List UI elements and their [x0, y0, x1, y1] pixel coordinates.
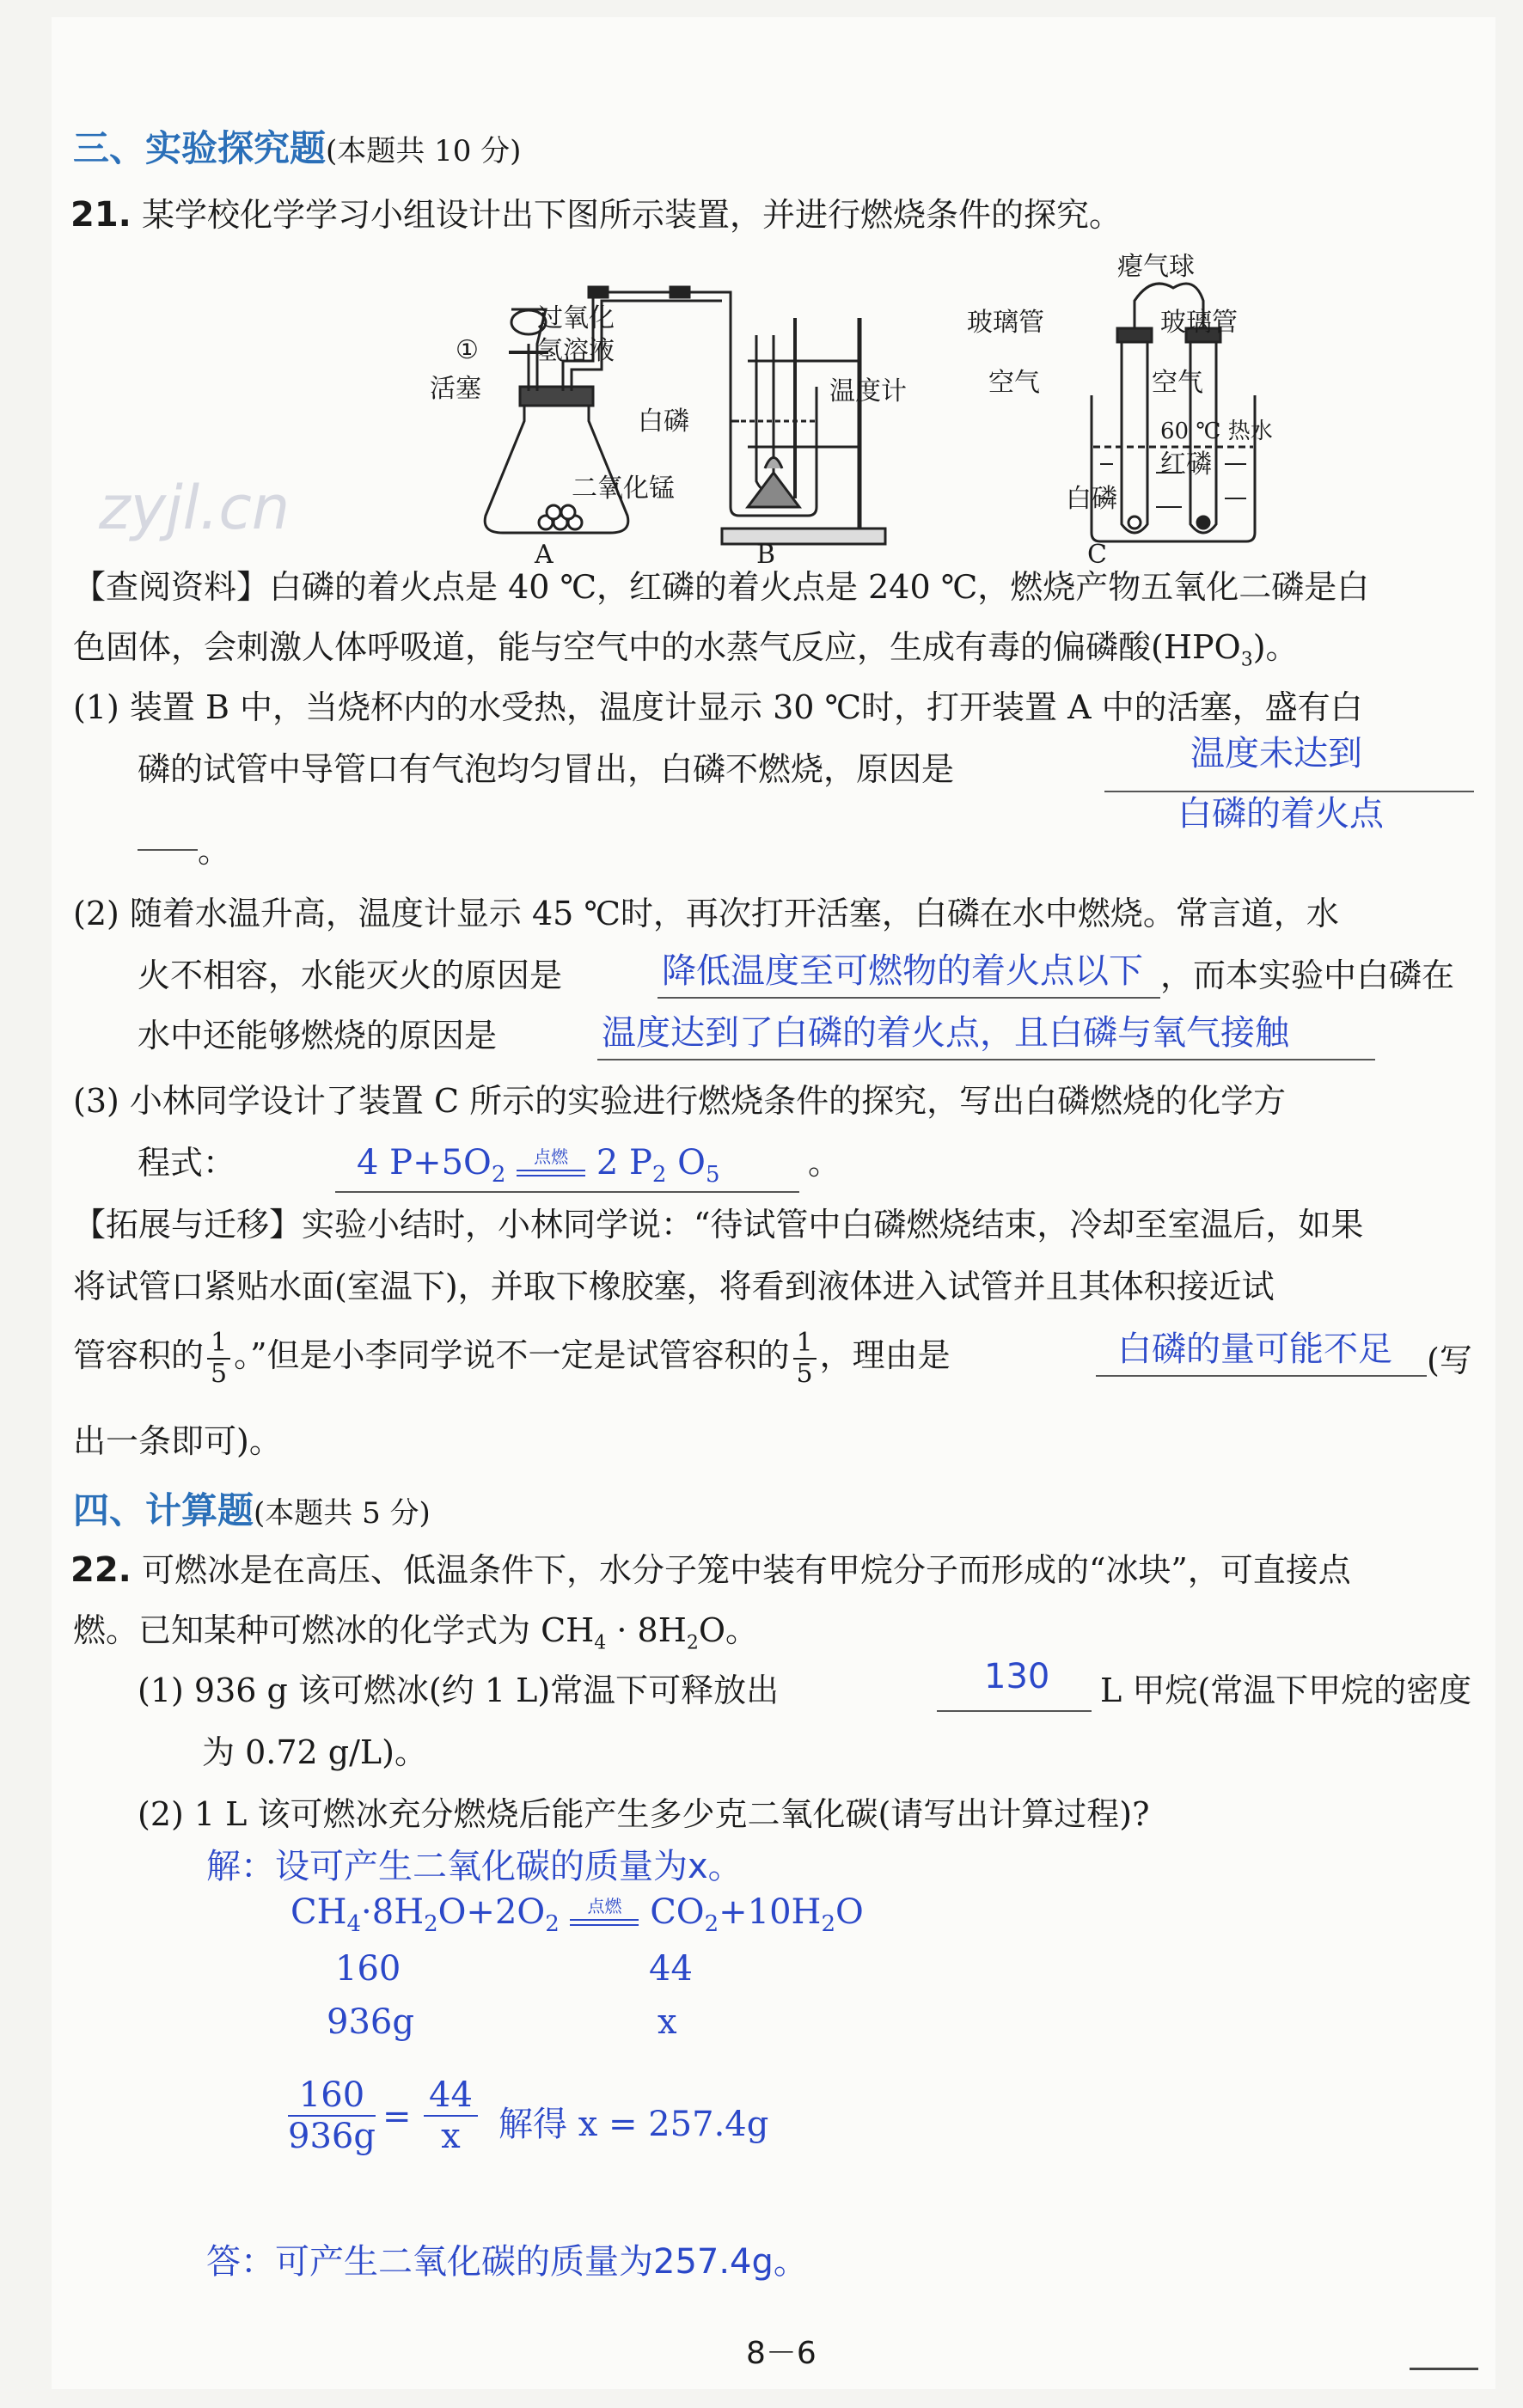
- q21-reference-line1: 【查阅资料】白磷的着火点是 40 ℃，红磷的着火点是 240 ℃，燃烧产物五氧化二磷是白: [73, 568, 1370, 606]
- ext3-b: 。”但是小李同学说不一定是试管容积的: [234, 1336, 790, 1374]
- q21-part2-line2-post: ，而本实验中白磷在: [1160, 956, 1455, 994]
- label-hot-water: 60 ℃ 热水: [1160, 419, 1273, 444]
- eq3-condition: 点燃: [534, 1146, 569, 1167]
- label-white-p-c: 白磷: [1066, 484, 1117, 514]
- q22-part1-pre: (1) 936 g 该可燃冰(约 1 L)常温下可释放出: [138, 1672, 780, 1709]
- eq22-b-sub: 2: [424, 1911, 438, 1937]
- ext3-c: ，理由是: [819, 1336, 951, 1374]
- q22-part2-line: (2) 1 L 该可燃冰充分燃烧后能产生多少克二氧化碳(请写出计算过程)?: [138, 1795, 1150, 1833]
- section-4-title: 四、计算题: [73, 1489, 254, 1531]
- q21-ext-answer: 白磷的量可能不足: [1117, 1329, 1392, 1369]
- q21-part3-line1: (3) 小林同学设计了装置 C 所示的实验进行燃烧条件的探究，写出白磷燃烧的化学方: [73, 1082, 1287, 1120]
- q22-number: 22.: [70, 1550, 132, 1590]
- q21-ext-line2: 将试管口紧贴水面(室温下)，并取下橡胶塞，将看到液体进入试管并且其体积接近试: [73, 1268, 1275, 1305]
- q21-ext-line3-end: (写: [1427, 1342, 1472, 1379]
- worksheet-page: [52, 17, 1495, 2389]
- q21-part1-line2: 磷的试管中导管口有气泡均匀冒出，白磷不燃烧，原因是: [138, 750, 955, 788]
- label-circle1: ①: [456, 335, 479, 365]
- eq3-left-sub: 2: [491, 1162, 506, 1188]
- label-white-p-b: 白磷: [638, 406, 689, 437]
- q21-part2-line1: (2) 随着水温升高，温度计显示 45 ℃时，再次打开活塞，白磷在水中燃烧。常言道，水: [73, 895, 1339, 932]
- section-3-heading: [73, 120, 521, 172]
- q21-part3-equation: [357, 1143, 720, 1188]
- q22-stem2-end: O。: [698, 1611, 759, 1649]
- q22-fraction-2: [424, 2075, 478, 2156]
- q22-unknown-x: x: [658, 2002, 677, 2042]
- ref-line2-text: 色固体，会刺激人体呼吸道，能与空气中的水蒸气反应，生成有毒的偏磷酸(HPO: [73, 628, 1241, 666]
- eq22-d: CO: [650, 1892, 705, 1932]
- eq22-arrow: [570, 1892, 639, 1926]
- q22-solve: 解得 x = 257.4g: [498, 2105, 769, 2144]
- q21-part2-blank-a: [658, 997, 1160, 999]
- q22-molar-mass-ch4: 160: [335, 1949, 401, 1989]
- q21-number: 21.: [70, 195, 132, 235]
- section-3-title: 三、实验探究题: [73, 127, 327, 169]
- q21-part2-line3-pre: 水中还能够燃烧的原因是: [138, 1017, 498, 1054]
- q21-ext-line1: 【拓展与迁移】实验小结时，小林同学说：“待试管中白磷燃烧结束，冷却至室温后，如果: [73, 1206, 1364, 1244]
- label-air-right: 空气: [1152, 368, 1203, 398]
- q21-part1-end: 。: [198, 832, 231, 870]
- ref-end: )。: [1252, 628, 1299, 666]
- eq22-b: ·8H: [361, 1892, 425, 1932]
- fr2-den: x: [441, 2117, 461, 2156]
- q22-equation: [291, 1892, 864, 1937]
- watermark: zyjl.cn: [99, 473, 291, 543]
- eq3-right-sub2: 5: [705, 1162, 720, 1188]
- caption-a: A: [535, 540, 554, 570]
- eq22-condition: 点燃: [587, 1896, 622, 1916]
- fraction-one-fifth-b: $\frac{1}{5}$: [793, 1329, 817, 1389]
- eq22-d-sub: 2: [704, 1911, 719, 1937]
- eq22-c: O+2O: [437, 1892, 546, 1932]
- label-mno2: 二氧化锰: [572, 474, 675, 504]
- footer-rule: [1410, 2368, 1478, 2370]
- fr2-num: 44: [424, 2075, 478, 2117]
- label-h2o2-a: 过氧化: [537, 303, 615, 333]
- caption-b: B: [756, 540, 776, 570]
- section-3-note: (本题共 10 分): [326, 134, 522, 168]
- q22-answer: 答：可产生二氧化碳的质量为257.4g。: [206, 2242, 808, 2282]
- q21-stem-text: 某学校化学学习小组设计出下图所示装置，并进行燃烧条件的探究。: [141, 196, 1122, 234]
- test-tube-left: [1122, 335, 1147, 533]
- q22-part1-line2: 为 0.72 g/L)。: [202, 1733, 427, 1771]
- q22-stem2-sub2: 2: [686, 1632, 699, 1654]
- eq3-arrow: [517, 1143, 585, 1176]
- q21-part3-end: 。: [808, 1144, 841, 1182]
- section-4-heading: [73, 1482, 431, 1534]
- label-red-p: 红磷: [1160, 449, 1212, 480]
- label-air-left: 空气: [988, 368, 1040, 398]
- fraction-one-fifth-a: $\frac{1}{5}$: [207, 1329, 230, 1389]
- fr1-den: 936g: [288, 2117, 376, 2156]
- ref-sub: 3: [1240, 649, 1253, 671]
- eq22-a-sub: 4: [346, 1911, 362, 1937]
- q22-part1-blank: [937, 1710, 1092, 1712]
- page-number: 8－6: [746, 2336, 817, 2371]
- eq3-right-sub1: 2: [651, 1162, 667, 1188]
- q21-part2-line2-pre: 火不相容，水能灭火的原因是: [138, 956, 563, 994]
- label-balloon: 瘪气球: [1117, 252, 1195, 282]
- eq3-right: 2 P: [596, 1143, 652, 1183]
- q21-part2-answer-a: 降低温度至可燃物的着火点以下: [662, 951, 1143, 991]
- label-h2o2-b: 氢溶液: [537, 336, 615, 366]
- q22-stem-line1: [70, 1540, 1351, 1600]
- apparatus-figure: [361, 249, 1332, 576]
- q22-stem2-sub1: 4: [594, 1632, 607, 1654]
- q21-part1-answer-b: 白磷的着火点: [1177, 794, 1384, 834]
- eq22-e-sub: 2: [821, 1911, 835, 1937]
- eq3-right-mid: O: [666, 1143, 706, 1183]
- q21-part2-answer-b: 温度达到了白磷的着火点，且白磷与氧气接触: [602, 1013, 1289, 1053]
- q21-part3-blank: [335, 1191, 799, 1193]
- q22-stem2-pre: 燃。已知某种可燃冰的化学式为 CH: [73, 1611, 595, 1649]
- q21-part1-line1: (1) 装置 B 中，当烧杯内的水受热，温度计显示 30 ℃时，打开装置 A 中的活塞，盛有白: [73, 688, 1363, 726]
- label-thermometer: 温度计: [829, 376, 907, 406]
- caption-c: C: [1087, 540, 1107, 570]
- section-4-note: (本题共 5 分): [254, 1496, 431, 1531]
- q21-stem: [70, 185, 1122, 245]
- q22-part1-post: L 甲烷(常温下甲烷的密度: [1100, 1672, 1472, 1709]
- q21-ext-line3: [73, 1325, 951, 1389]
- label-glass-tube-right: 玻璃管: [1160, 308, 1238, 338]
- stand-base: [722, 529, 885, 544]
- q22-equals: =: [382, 2097, 412, 2136]
- q21-part1-answer-a: 温度未达到: [1190, 734, 1362, 773]
- eq22-e: +10H: [719, 1892, 822, 1932]
- label-glass-tube-left: 玻璃管: [967, 308, 1044, 338]
- q22-stem2-mid: · 8H: [606, 1611, 687, 1649]
- q21-part2-blank-b: [597, 1059, 1375, 1060]
- q21-part1-blank-line2: [138, 849, 198, 851]
- q21-part3-line2-pre: 程式：: [138, 1144, 236, 1182]
- q21-ext-line4: 出一条即可)。: [73, 1422, 282, 1460]
- q21-ext-blank: [1096, 1375, 1427, 1377]
- eq3-left: 4 P+5O: [357, 1143, 492, 1183]
- label-stopcock: 活塞: [430, 374, 481, 404]
- q22-solution-intro: 解：设可产生二氧化碳的质量为x。: [206, 1847, 743, 1886]
- stopper-a: [520, 387, 593, 406]
- q22-given-mass: 936g: [327, 2002, 414, 2042]
- eq22-a: CH: [291, 1892, 347, 1932]
- fr1-num: 160: [288, 2075, 376, 2117]
- q22-molar-mass-co2: 44: [649, 1949, 693, 1989]
- q22-part1-answer: 130: [984, 1657, 1050, 1696]
- q22-stem1: 可燃冰是在高压、低温条件下，水分子笼中装有甲烷分子而形成的“冰块”，可直接点: [141, 1551, 1351, 1589]
- eq22-f: O: [835, 1892, 864, 1932]
- q22-fraction-1: [288, 2075, 376, 2156]
- ext3-a: 管容积的: [73, 1336, 205, 1374]
- eq22-c-sub: 2: [545, 1911, 560, 1937]
